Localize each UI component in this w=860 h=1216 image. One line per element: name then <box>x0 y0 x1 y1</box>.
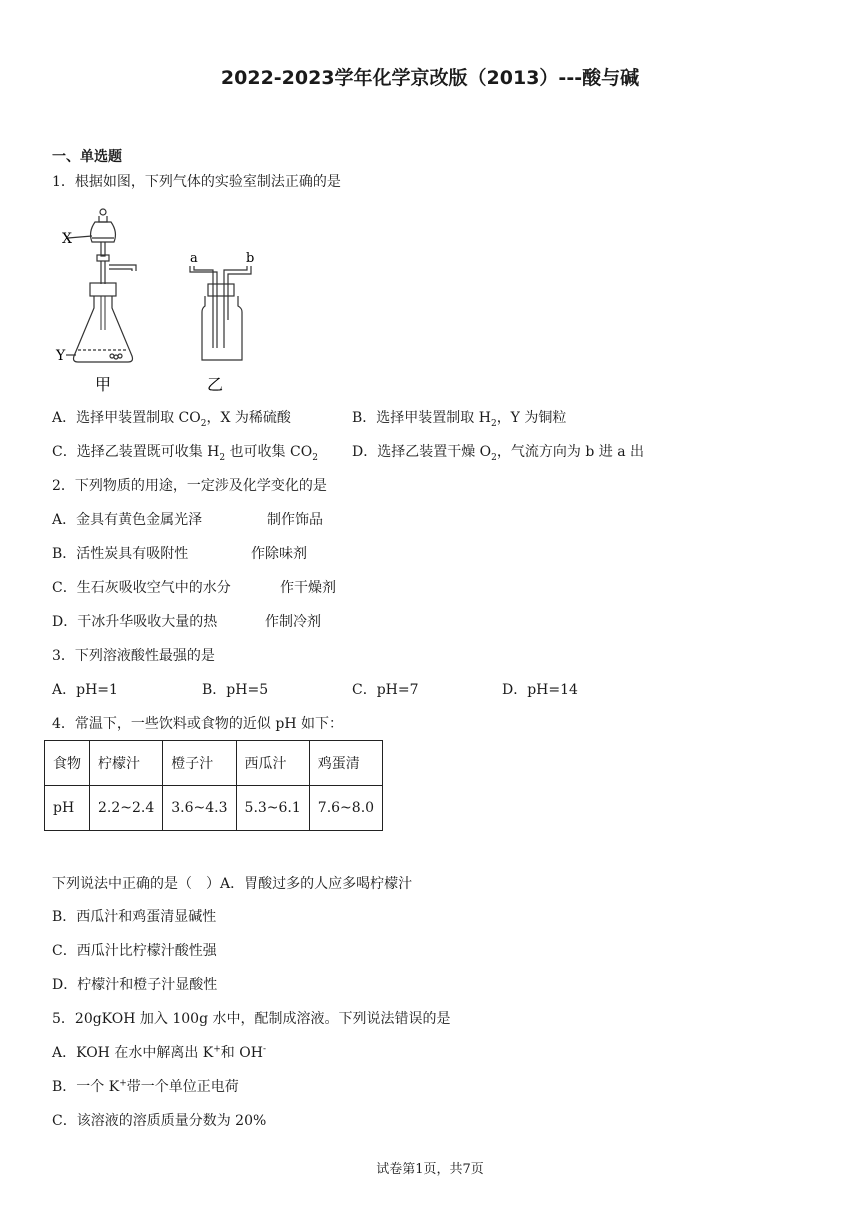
q5-option-a: A．KOH 在水中解离出 K+和 OH- <box>52 1044 266 1061</box>
q2-option-b-use: 作除味剂 <box>251 546 307 562</box>
apparatus-jia <box>66 209 136 362</box>
table-cell: 鸡蛋清 <box>309 741 382 786</box>
q3-option-d: D．pH=14 <box>502 682 578 698</box>
table-row <box>45 741 383 786</box>
label-y: Y <box>56 348 66 364</box>
label-b: b <box>246 251 255 266</box>
q2-option-d-use: 作制冷剂 <box>265 614 321 630</box>
section-heading: 一、单选题 <box>52 149 122 165</box>
table-cell: 7.6~8.0 <box>309 786 382 831</box>
q3-stem: 3．下列溶液酸性最强的是 <box>52 648 215 664</box>
q2-option-a: A．金具有黄色金属光泽 <box>52 512 203 528</box>
q1-option-c: C．选择乙装置既可收集 $H_2$ 也可收集 $CO_2$ <box>52 444 318 463</box>
q1-option-a: A．选择甲装置制取 $CO_2$，X 为稀硫酸 <box>52 410 291 429</box>
q1-option-d: D．选择乙装置干燥 $O_2$，气流方向为 b 进 a 出 <box>352 444 644 463</box>
q4-lead-option-a: 下列说法中正确的是（ ）A．胃酸过多的人应多喝柠檬汁 <box>52 876 413 892</box>
q5-stem: 5．20gKOH 加入 100g 水中，配制成溶液。下列说法错误的是 <box>52 1011 451 1027</box>
q2-option-a-use: 制作饰品 <box>267 512 323 528</box>
ph-table <box>44 740 383 831</box>
q2-option-c-use: 作干燥剂 <box>280 580 336 596</box>
q1-apparatus-figure <box>52 200 282 400</box>
table-cell: pH <box>45 786 90 831</box>
label-x: X <box>62 231 72 247</box>
table-cell: 柠檬汁 <box>90 741 163 786</box>
q4-stem: 4．常温下，一些饮料或食物的近似 pH 如下： <box>52 716 343 732</box>
page-title: 2022-2023学年化学京改版（2013）---酸与碱 <box>220 67 640 89</box>
q4-option-b: B．西瓜汁和鸡蛋清显碱性 <box>52 909 217 925</box>
table-cell: 3.6~4.3 <box>163 786 236 831</box>
table-cell: 西瓜汁 <box>236 741 309 786</box>
q5-option-c: C．该溶液的溶质质量分数为 20% <box>52 1113 267 1129</box>
table-cell: 橙子汁 <box>163 741 236 786</box>
q2-stem: 2．下列物质的用途，一定涉及化学变化的是 <box>52 478 327 494</box>
caption-yi: 乙 <box>206 375 224 394</box>
label-a: a <box>190 251 198 266</box>
table-cell: 2.2~2.4 <box>90 786 163 831</box>
q2-option-b: B．活性炭具有吸附性 <box>52 546 189 562</box>
q3-option-b: B．pH=5 <box>202 682 269 698</box>
q3-option-c: C．pH=7 <box>352 682 419 698</box>
q1-option-b: B．选择甲装置制取 $H_2$，Y 为铜粒 <box>352 410 567 429</box>
table-row <box>45 786 383 831</box>
apparatus-yi <box>190 266 251 360</box>
table-cell: 5.3~6.1 <box>236 786 309 831</box>
q5-option-b: B．一个 K+带一个单位正电荷 <box>52 1078 239 1095</box>
table-cell: 食物 <box>45 741 90 786</box>
q1-stem: 1．根据如图，下列气体的实验室制法正确的是 <box>52 174 341 190</box>
q4-option-c: C．西瓜汁比柠檬汁酸性强 <box>52 943 217 959</box>
q2-option-c: C．生石灰吸收空气中的水分 <box>52 580 231 596</box>
caption-jia: 甲 <box>94 375 112 394</box>
q4-option-d: D．柠檬汁和橙子汁显酸性 <box>52 977 218 993</box>
page-footer: 试卷第1页，共7页 <box>376 1162 484 1177</box>
q2-option-d: D．干冰升华吸收大量的热 <box>52 614 218 630</box>
q3-option-a: A．pH=1 <box>52 682 118 698</box>
